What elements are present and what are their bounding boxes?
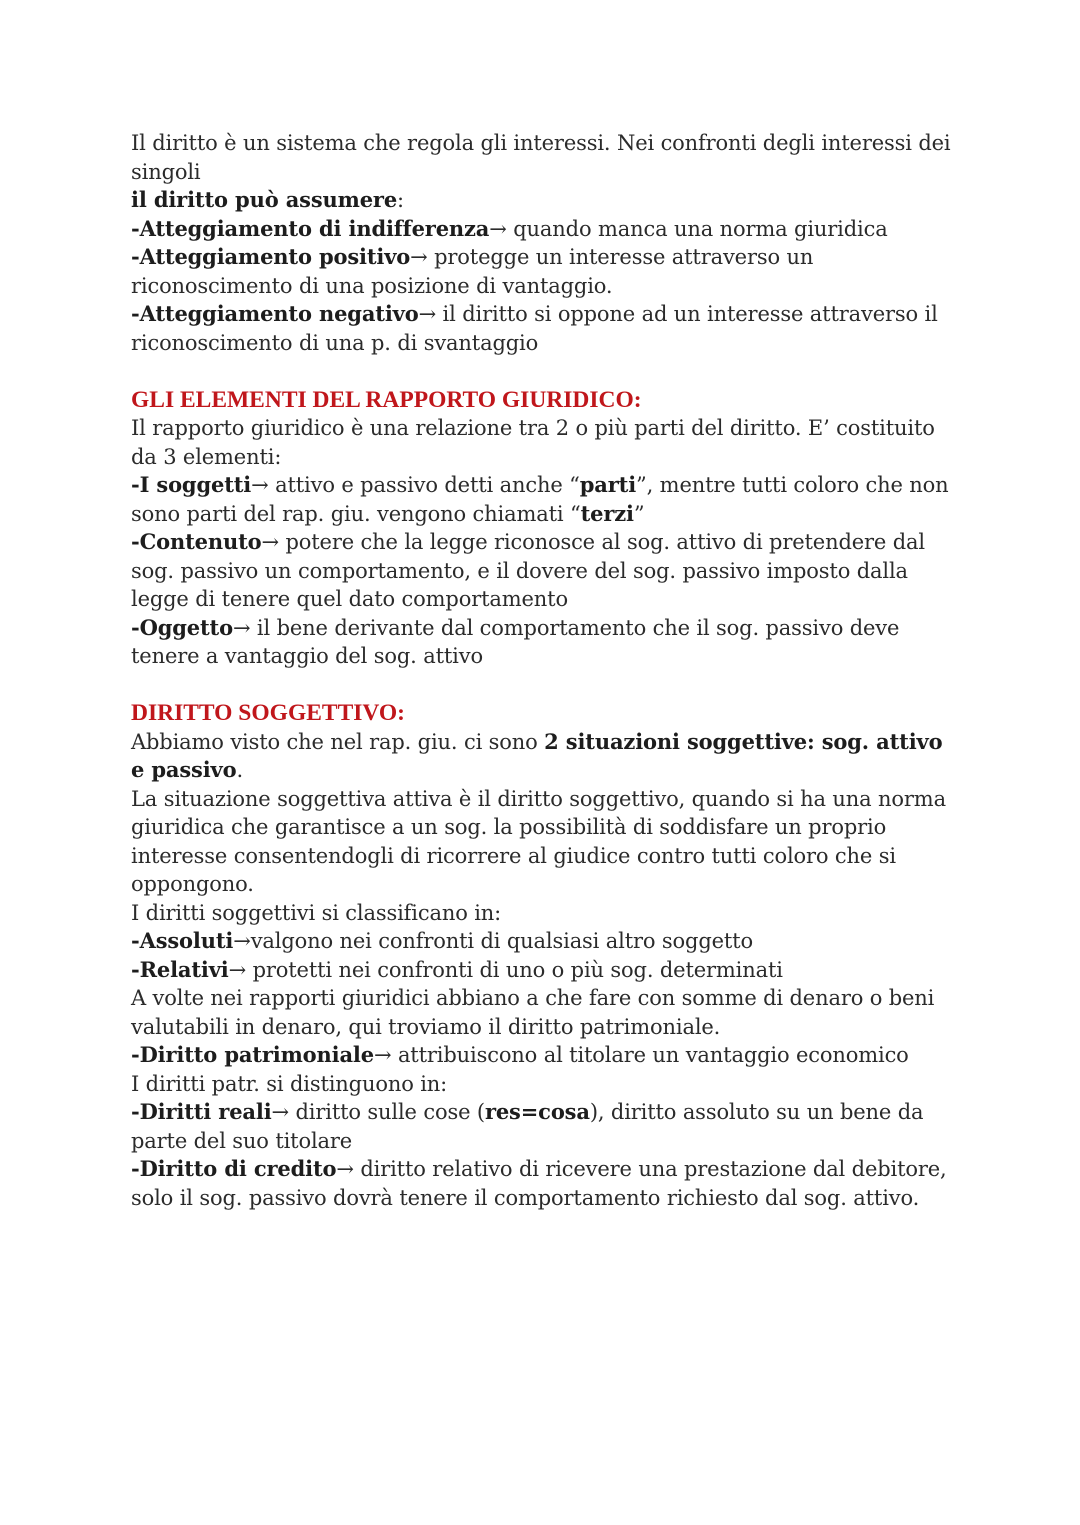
spacer — [131, 671, 961, 700]
p3-text: I diritti soggettivi si classificano in: — [131, 900, 502, 925]
relativi-text: → protetti nei confronti di uno o più sog. determinati — [228, 957, 783, 982]
assoluti-label: -Assoluti — [131, 928, 234, 953]
contenuto-label: -Contenuto — [131, 529, 262, 554]
intro-colon: : — [397, 188, 404, 212]
reali-text-2: ), diritto assoluto su un bene da parte del suo titolare — [131, 1100, 924, 1153]
intro-line-1: Il diritto è un sistema che regola gli interessi. Nei confronti degli interessi dei singoli — [131, 131, 951, 184]
credito-label: -Diritto di credito — [131, 1156, 337, 1181]
section-rapporto-giuridico — [131, 386, 961, 671]
oggetto-text: → il bene derivante dal comportamento che il sog. passivo deve tenere a vantaggio del sog. attivo — [131, 615, 900, 668]
item-negativo-text: → il diritto si oppone ad un interesse attraverso il riconoscimento di una p. di svantaggio — [131, 302, 938, 355]
patrimoniale-text: → attribuiscono al titolare un vantaggio economico — [373, 1043, 909, 1067]
section-heading: GLI ELEMENTI DEL RAPPORTO GIURIDICO: — [131, 386, 642, 413]
p1-text: Abbiamo visto che nel rap. giu. ci sono — [131, 729, 545, 754]
reali-label: -Diritti reali — [131, 1099, 272, 1124]
item-positivo-label: -Atteggiamento positivo — [131, 244, 411, 269]
document-page — [131, 129, 961, 1212]
contenuto-text: → potere che la legge riconosce al sog. attivo di pretendere dal sog. passivo un comportamento, e il dovere del sog. passivo imposto dalla legge di tenere quel dato comportamento — [131, 530, 925, 611]
intro-paragraph — [131, 129, 961, 357]
soggetti-text-3: ” — [633, 501, 645, 526]
reali-text-1: → diritto sulle cose ( — [271, 1100, 485, 1124]
item-indifferenza-text: → quando manca una norma giuridica — [489, 216, 888, 241]
oggetto-label: -Oggetto — [131, 614, 233, 640]
soggetti-label: -I soggetti — [131, 472, 252, 497]
res-cosa-term: res=cosa — [484, 1099, 590, 1124]
item-indifferenza-label: -Atteggiamento di indifferenza — [131, 215, 490, 241]
credito-text: → diritto relativo di ricevere una prestazione dal debitore, solo il sog. passivo dovrà tenere il comportamento richiesto dal sog. attivo. — [131, 1157, 947, 1210]
p1-bold: 2 situazioni soggettive: sog. attivo e passivo — [131, 728, 943, 782]
section-diritto-soggettivo — [131, 699, 961, 1212]
patrimoniale-label: -Diritto patrimoniale — [131, 1042, 374, 1067]
item-negativo-label: -Atteggiamento negativo — [131, 301, 419, 326]
parti-term: parti — [579, 472, 637, 497]
p1-end: . — [236, 758, 243, 782]
section-intro: Il rapporto giuridico è una relazione tra 2 o più parti del diritto. E’ costituito da 3 elementi: — [131, 416, 935, 469]
soggetti-text-2: ”, mentre tutti coloro che non sono parti del rap. giu. vengono chiamati “ — [131, 473, 949, 526]
p5-text: I diritti patr. si distinguono in: — [131, 1071, 448, 1096]
soggetti-text-1: → attivo e passivo detti anche “ — [251, 473, 580, 497]
relativi-label: -Relativi — [131, 956, 229, 982]
item-positivo-text: → protegge un interesse attraverso un riconoscimento di una posizione di vantaggio. — [131, 245, 814, 298]
p4-text: A volte nei rapporti giuridici abbiano a che fare con somme di denaro o beni valutabili in denaro, qui troviamo il diritto patrimoniale. — [131, 986, 935, 1039]
intro-bold-phrase: il diritto può assumere — [131, 187, 398, 212]
assoluti-text: →valgono nei confronti di qualsiasi altro soggetto — [233, 929, 753, 953]
p2-text: La situazione soggettiva attiva è il diritto soggettivo, quando si ha una norma giuridica che garantisce a un sog. la possibilità di soddisfare un proprio interesse consentendogli di ricorrere al giudice contro tutti coloro che si oppongono. — [131, 786, 946, 896]
section-heading: DIRITTO SOGGETTIVO: — [131, 700, 405, 726]
terzi-term: terzi — [580, 500, 634, 526]
spacer — [131, 357, 961, 386]
